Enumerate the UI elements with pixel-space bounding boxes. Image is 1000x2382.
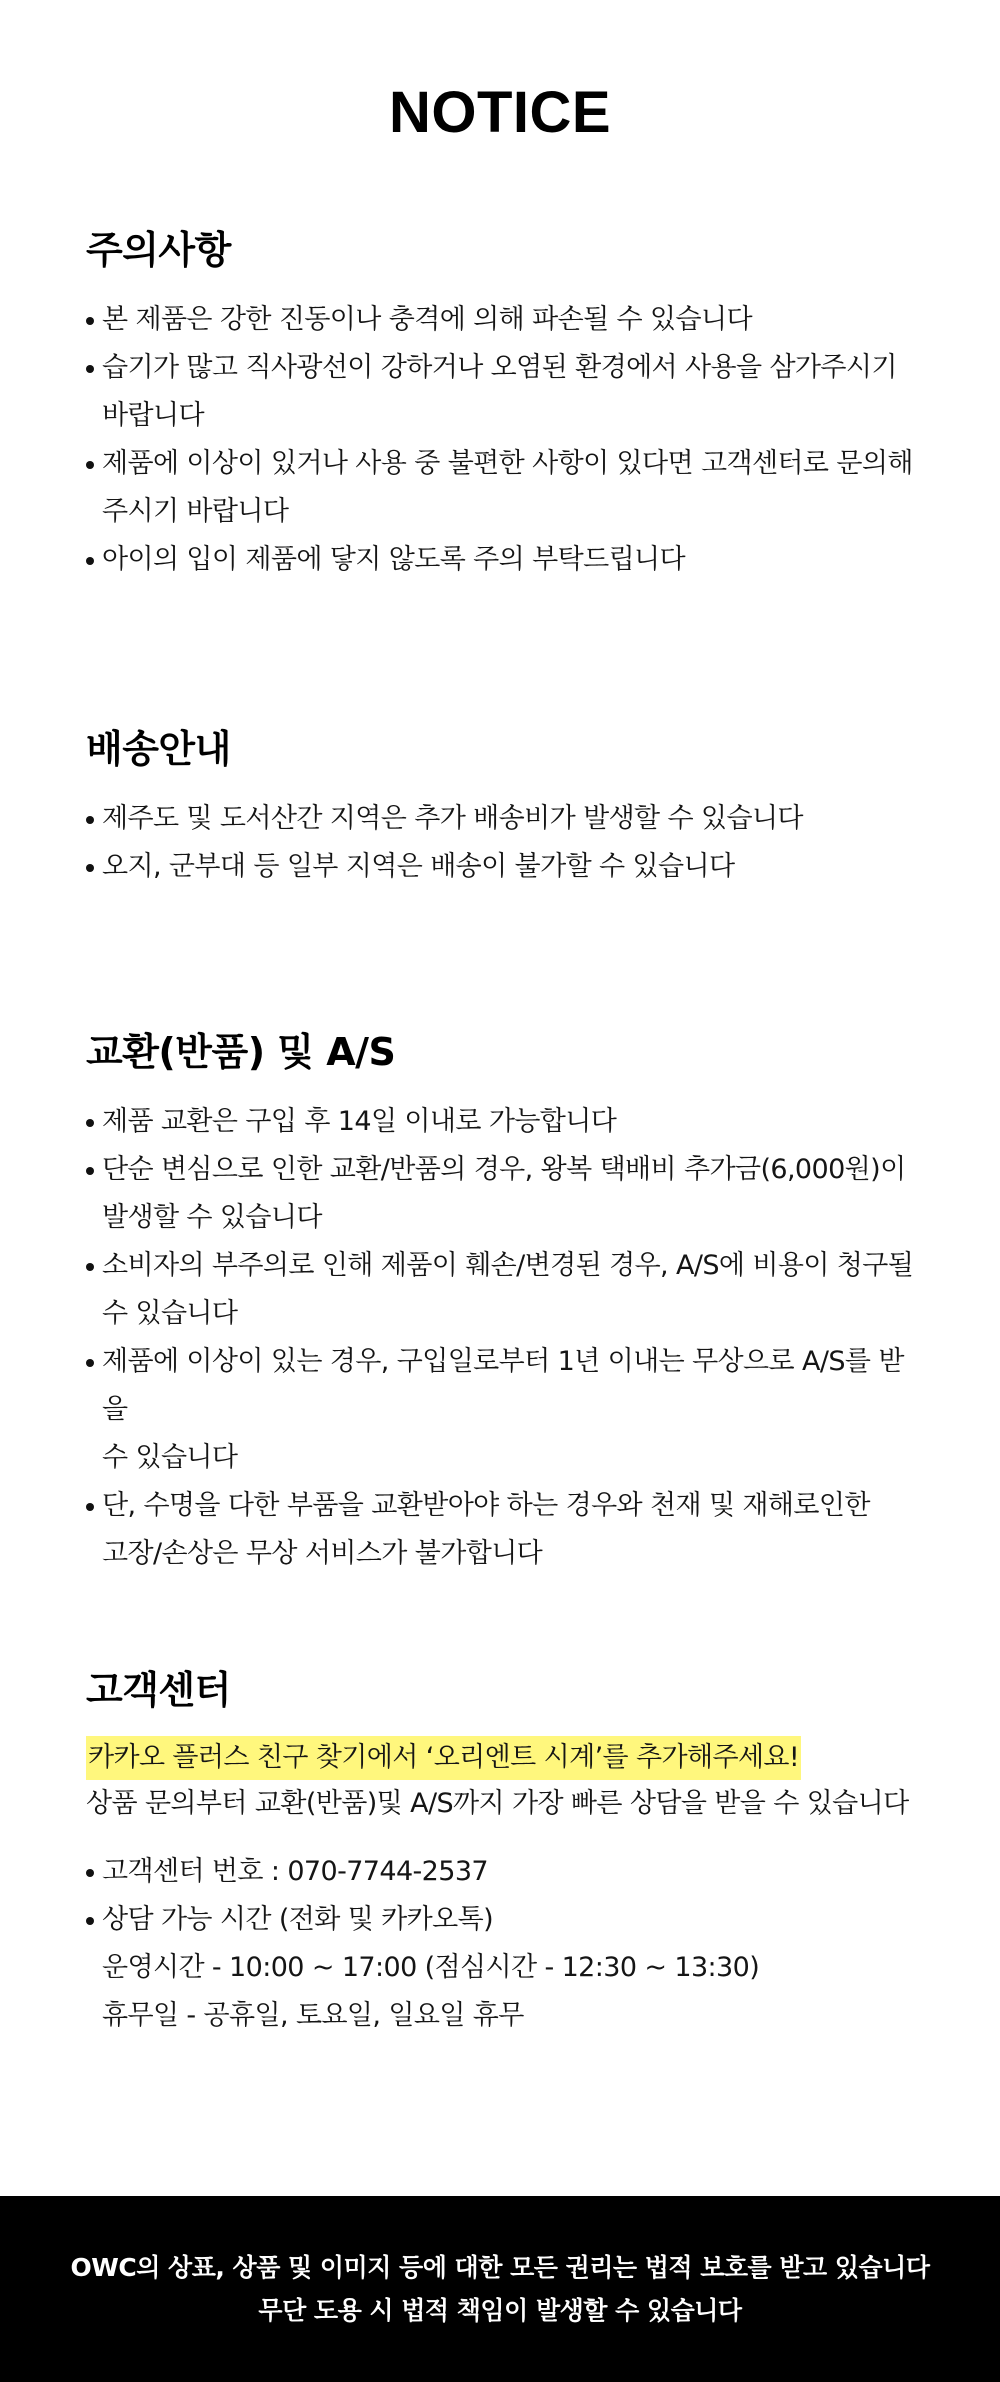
support-heading: 고객센터 bbox=[86, 1668, 231, 1712]
list-item-text: 바랍니다 bbox=[102, 400, 204, 431]
list-item-text: 주시기 바랍니다 bbox=[102, 496, 289, 527]
exchange-section bbox=[86, 1028, 926, 1578]
list-item-text: 단순 변심으로 인한 교환/반품의 경우, 왕복 택배비 추가금(6,000원)이 bbox=[102, 1154, 906, 1185]
list-item-text: 수 있습니다 bbox=[102, 1298, 238, 1329]
operating-hours: 운영시간 - 10:00 ~ 17:00 (점심시간 - 12:30 ~ 13:30) bbox=[102, 1952, 760, 1983]
support-list bbox=[86, 1848, 926, 2040]
kakao-notice bbox=[86, 1736, 926, 1780]
list-item-text: 습기가 많고 직사광선이 강하거나 오염된 환경에서 사용을 삼가주시기 bbox=[102, 352, 897, 383]
shipping-heading: 배송안내 bbox=[86, 727, 231, 771]
list-item bbox=[86, 536, 926, 584]
list-item bbox=[86, 1242, 926, 1338]
list-item bbox=[86, 1098, 926, 1146]
list-item bbox=[86, 1848, 926, 1896]
list-item-text: 소비자의 부주의로 인해 제품이 훼손/변경된 경우, A/S에 비용이 청구될 bbox=[102, 1250, 914, 1281]
holidays: 휴무일 - 공휴일, 토요일, 일요일 휴무 bbox=[102, 2000, 524, 2031]
list-item-text: 제품에 이상이 있거나 사용 중 불편한 사항이 있다면 고객센터로 문의해 bbox=[102, 448, 913, 479]
list-item-text: 단, 수명을 다한 부품을 교환받아야 하는 경우와 천재 및 재해로인한 bbox=[102, 1490, 870, 1521]
caution-list bbox=[86, 296, 926, 584]
shipping-section bbox=[86, 725, 926, 891]
list-item bbox=[86, 1896, 926, 2040]
list-item-text: 제품에 이상이 있는 경우, 구입일로부터 1년 이내는 무상으로 A/S를 받을 bbox=[102, 1346, 904, 1425]
list-item bbox=[86, 344, 926, 440]
footer-text bbox=[0, 2196, 1000, 2332]
copyright-notice: OWC의 상표, 상품 및 이미지 등에 대한 모든 권리는 법적 보호를 받고 있습니다 bbox=[70, 2253, 930, 2282]
list-item bbox=[86, 1146, 926, 1242]
support-intro: 상품 문의부터 교환(반품)및 A/S까지 가장 빠른 상담을 받을 수 있습니다 bbox=[86, 1788, 909, 1819]
list-item-text: 아이의 입이 제품에 닿지 않도록 주의 부탁드립니다 bbox=[102, 544, 686, 575]
exchange-list bbox=[86, 1098, 926, 1578]
support-section bbox=[86, 1666, 926, 2040]
list-item-text: 발생할 수 있습니다 bbox=[102, 1202, 322, 1233]
consult-hours-title: 상담 가능 시간 (전화 및 카카오톡) bbox=[102, 1904, 494, 1935]
footer bbox=[0, 2196, 1000, 2382]
list-item-text: 고장/손상은 무상 서비스가 불가합니다 bbox=[102, 1538, 543, 1569]
list-item-text: 제주도 및 도서산간 지역은 추가 배송비가 발생할 수 있습니다 bbox=[102, 803, 803, 834]
page-title: NOTICE bbox=[388, 80, 612, 145]
list-item-text: 본 제품은 강한 진동이나 충격에 의해 파손될 수 있습니다 bbox=[102, 304, 752, 335]
legal-warning: 무단 도용 시 법적 책임이 발생할 수 있습니다 bbox=[258, 2296, 742, 2325]
list-item bbox=[86, 296, 926, 344]
list-item bbox=[86, 440, 926, 536]
kakao-highlight: 카카오 플러스 친구 찾기에서 ‘오리엔트 시계’를 추가해주세요! bbox=[86, 1736, 801, 1780]
list-item-text: 제품 교환은 구입 후 14일 이내로 가능합니다 bbox=[102, 1106, 617, 1137]
exchange-heading: 교환(반품) 및 A/S bbox=[86, 1030, 396, 1074]
phone-number: 고객센터 번호 : 070-7744-2537 bbox=[102, 1856, 488, 1887]
list-item bbox=[86, 843, 926, 891]
list-item-text: 오지, 군부대 등 일부 지역은 배송이 불가할 수 있습니다 bbox=[102, 851, 735, 882]
list-item-text: 수 있습니다 bbox=[102, 1442, 238, 1473]
shipping-list bbox=[86, 795, 926, 891]
list-item bbox=[86, 1338, 926, 1482]
list-item bbox=[86, 795, 926, 843]
list-item bbox=[86, 1482, 926, 1578]
caution-section bbox=[86, 226, 926, 584]
caution-heading: 주의사항 bbox=[86, 228, 231, 272]
